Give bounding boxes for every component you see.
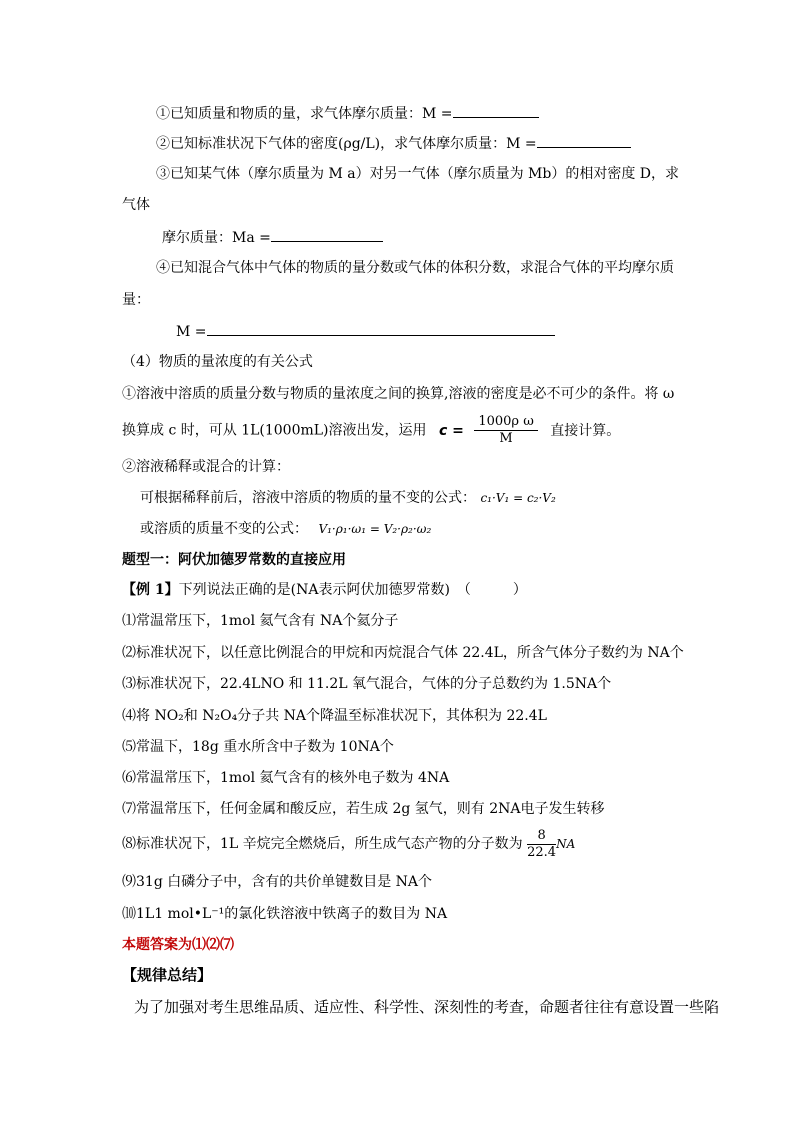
option-7: ⑺常温常压下，任何金属和酸反应，若生成 2g 氢气，则有 2NA电子发生转移	[122, 801, 605, 817]
item-4-line-1: ④已知混合气体中气体的物质的量分数或气体的体积分数，求混合气体的平均摩尔质	[156, 260, 674, 276]
summary-text: 为了加强对考生思维品质、适应性、科学性、深刻性的考查，命题者往往有意设置一些陷	[134, 998, 720, 1016]
option-8-fraction	[527, 828, 556, 861]
option-6: ⑹常温常压下，1mol 氦气含有的核外电子数为 4NA	[122, 770, 450, 786]
item-1-text: ①已知质量和物质的量，求气体摩尔质量：M =	[156, 106, 453, 122]
item-3-line-1: ③已知某气体（摩尔质量为 M a）对另一气体（摩尔质量为 Mb）的相对密度 D，求	[156, 166, 680, 182]
item-2-text: ②已知标准状况下气体的密度(ρg/L)，求气体摩尔质量：M =	[156, 136, 537, 152]
item-2	[156, 133, 631, 154]
fraction	[474, 414, 537, 447]
section-4-para-3	[140, 488, 556, 508]
item-3-label: 摩尔质量：Ma =	[162, 230, 271, 246]
fraction-numerator: 8	[527, 828, 556, 845]
para-text: 可根据稀释前后，溶液中溶质的物质的量不变的公式：	[140, 490, 476, 506]
example-text: 下列说法正确的是(NA表示阿伏加德罗常数) （ ）	[178, 582, 527, 598]
option-5: ⑸常温下，18g 重水所含中子数为 10NA个	[122, 739, 394, 755]
option-1: ⑴常温常压下，1mol 氦气含有 NA个氦分子	[122, 613, 399, 629]
para-text: 换算成 c 时，可从 1L(1000mL)溶液出发，运用	[122, 422, 427, 439]
example-label: 【例 1】	[122, 582, 179, 598]
fraction-denominator: M	[499, 431, 513, 446]
option-4: ⑷将 NO₂和 N₂O₄分子共 NA个降温至标准状况下，其体积为 22.4L	[122, 708, 547, 724]
summary-heading: 【规律总结】	[122, 966, 213, 984]
item-1	[156, 103, 539, 124]
section-4-para-1-cont	[122, 414, 620, 447]
item-4-line-3	[176, 321, 555, 342]
option-8-unit: NA	[556, 837, 576, 851]
fraction-numerator: 1000ρ ω	[474, 414, 537, 431]
answer-text: 本题答案为⑴⑵⑺	[122, 937, 234, 953]
formula-dilution: c₁·V₁ = c₂·V₂	[480, 491, 556, 505]
option-3: ⑶标准状况下，22.4LNO 和 11.2L 氧气混合，气体的分子总数约为 1.5NA个	[122, 676, 612, 692]
section-4-heading: （4）物质的量浓度的有关公式	[122, 354, 313, 370]
para-text-end: 直接计算。	[550, 422, 621, 439]
option-10: ⑽1L1 mol•L⁻¹的氯化铁溶液中铁离子的数目为 NA	[122, 906, 448, 922]
answer-blank	[537, 133, 631, 148]
para-text: 或溶质的质量不变的公式：	[140, 521, 308, 537]
item-3-line-3	[162, 227, 383, 248]
answer-blank	[271, 227, 383, 242]
option-2: ⑵标准状况下，以任意比例混合的甲烷和丙烷混合气体 22.4L，所含气体分子数约为 NA个	[122, 645, 684, 661]
answer-blank	[207, 321, 555, 336]
section-4-para-2: ②溶液稀释或混合的计算：	[122, 459, 290, 475]
fraction-denominator: 22.4	[527, 844, 557, 860]
item-4-line-2: 量：	[122, 292, 150, 308]
item-3-line-2: 气体	[122, 197, 150, 213]
option-8	[122, 827, 575, 861]
option-9: ⑼31g 白磷分子中，含有的共价单键数目是 NA个	[122, 874, 433, 890]
option-8-text: ⑻标准状况下，1L 辛烷完全燃烧后，所生成气态产物的分子数为	[122, 836, 523, 852]
formula-c: c =	[438, 422, 464, 439]
item-4-label: M =	[176, 324, 207, 340]
section-4-para-1: ①溶液中溶质的质量分数与物质的量浓度之间的换算,溶液的密度是必不可少的条件。将 ω	[122, 386, 675, 402]
example-1	[122, 580, 527, 600]
section-4-para-4	[140, 519, 431, 539]
formula-mass: V₁·ρ₁·ω₁ = V₂·ρ₂·ω₂	[318, 522, 432, 536]
question-type-heading: 题型一：阿伏加德罗常数的直接应用	[122, 552, 346, 568]
answer-blank	[453, 103, 539, 118]
